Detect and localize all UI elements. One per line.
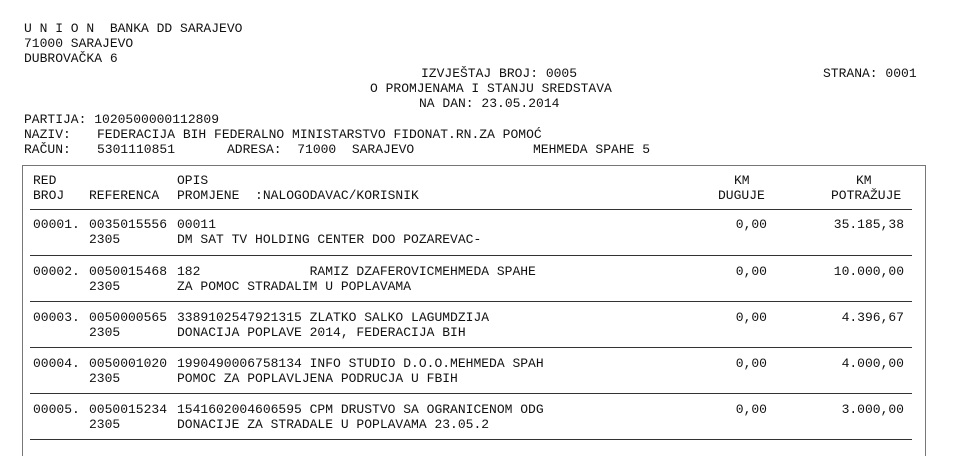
row4-potrazuje: 4.000,00 bbox=[841, 356, 904, 371]
account-naziv: FEDERACIJA BIH FEDERALNO MINISTARSTVO FIDONAT.RN.ZA POMOĆ bbox=[97, 127, 542, 142]
row-divider bbox=[30, 393, 912, 394]
row3-duguje: 0,00 bbox=[735, 310, 767, 325]
page-number: STRANA: 0001 bbox=[823, 66, 917, 81]
row5-duguje: 0,00 bbox=[735, 402, 767, 417]
row2-ref2: 2305 bbox=[89, 279, 121, 294]
account-naziv-label: NAZIV: bbox=[24, 127, 71, 142]
row5-opis1: 1541602004606595 CPM DRUSTVO SA OGRANICENOM ODG bbox=[177, 402, 544, 417]
bank-name: U N I O N BANKA DD SARAJEVO bbox=[24, 21, 243, 36]
row2-potrazuje: 10.000,00 bbox=[833, 264, 904, 279]
row2-opis1: 182 RAMIZ DZAFEROVICMEHMEDA SPAHE bbox=[177, 264, 536, 279]
row3-potrazuje: 4.396,67 bbox=[841, 310, 904, 325]
row1-opis1: 00011 bbox=[177, 217, 217, 232]
row2-duguje: 0,00 bbox=[735, 264, 767, 279]
row1-potrazuje: 35.185,38 bbox=[833, 217, 904, 232]
row3-broj: 00003. bbox=[33, 310, 80, 325]
row-divider bbox=[30, 301, 912, 302]
row1-opis2: DM SAT TV HOLDING CENTER DOO POZAREVAC- bbox=[177, 232, 482, 247]
row-divider bbox=[30, 255, 912, 256]
row3-opis2: DONACIJA POPLAVE 2014, FEDERACIJA BIH bbox=[177, 325, 466, 340]
row-divider bbox=[30, 439, 912, 440]
row4-opis2: POMOC ZA POPLAVLJENA PODRUCJA U FBIH bbox=[177, 371, 458, 386]
report-title: IZVJEŠTAJ BROJ: 0005 bbox=[421, 66, 578, 81]
header-broj: BROJ bbox=[33, 188, 65, 203]
row2-opis2: ZA POMOC STRADALIM U POPLAVAMA bbox=[177, 279, 412, 294]
report-subtitle: O PROMJENAMA I STANJU SREDSTAVA bbox=[370, 81, 612, 96]
row2-broj: 00002. bbox=[33, 264, 80, 279]
row1-duguje: 0,00 bbox=[735, 217, 767, 232]
account-street: MEHMEDA SPAHE 5 bbox=[533, 142, 651, 157]
row4-ref: 0050001020 bbox=[89, 356, 168, 371]
row5-ref2: 2305 bbox=[89, 417, 121, 432]
row4-opis1: 1990490006758134 INFO STUDIO D.O.O.MEHMEDA SPAH bbox=[177, 356, 544, 371]
header-km-duguje: KM bbox=[734, 173, 750, 188]
row1-broj: 00001. bbox=[33, 217, 80, 232]
account-racun: 5301110851 bbox=[97, 142, 176, 157]
bank-city: 71000 SARAJEVO bbox=[24, 36, 134, 51]
header-promjene: PROMJENE :NALOGODAVAC/KORISNIK bbox=[177, 188, 419, 203]
header-km-potrazuje: KM bbox=[856, 173, 872, 188]
row4-broj: 00004. bbox=[33, 356, 80, 371]
row3-ref2: 2305 bbox=[89, 325, 121, 340]
row3-ref: 0050000565 bbox=[89, 310, 168, 325]
account-racun-label: RAČUN: bbox=[24, 142, 71, 157]
account-adresa: ADRESA: 71000 SARAJEVO bbox=[227, 142, 415, 157]
row1-ref: 0035015556 bbox=[89, 217, 168, 232]
row1-ref2: 2305 bbox=[89, 232, 121, 247]
header-divider bbox=[30, 209, 912, 210]
header-red: RED bbox=[33, 173, 57, 188]
account-partija: PARTIJA: 1020500000112809 bbox=[24, 112, 220, 127]
row-divider bbox=[30, 347, 912, 348]
header-referenca: REFERENCA bbox=[89, 188, 160, 203]
row2-ref: 0050015468 bbox=[89, 264, 168, 279]
row3-opis1: 3389102547921315 ZLATKO SALKO LAGUMDZIJA bbox=[177, 310, 490, 325]
row5-broj: 00005. bbox=[33, 402, 80, 417]
header-potrazuje: POTRAŽUJE bbox=[831, 188, 902, 203]
header-duguje: DUGUJE bbox=[718, 188, 765, 203]
bank-street: DUBROVAČKA 6 bbox=[24, 51, 118, 66]
row4-ref2: 2305 bbox=[89, 371, 121, 386]
report-date: NA DAN: 23.05.2014 bbox=[419, 96, 560, 111]
header-opis: OPIS bbox=[177, 173, 209, 188]
row5-potrazuje: 3.000,00 bbox=[841, 402, 904, 417]
row4-duguje: 0,00 bbox=[735, 356, 767, 371]
row5-ref: 0050015234 bbox=[89, 402, 168, 417]
row5-opis2: DONACIJE ZA STRADALE U POPLAVAMA 23.05.2 bbox=[177, 417, 490, 432]
